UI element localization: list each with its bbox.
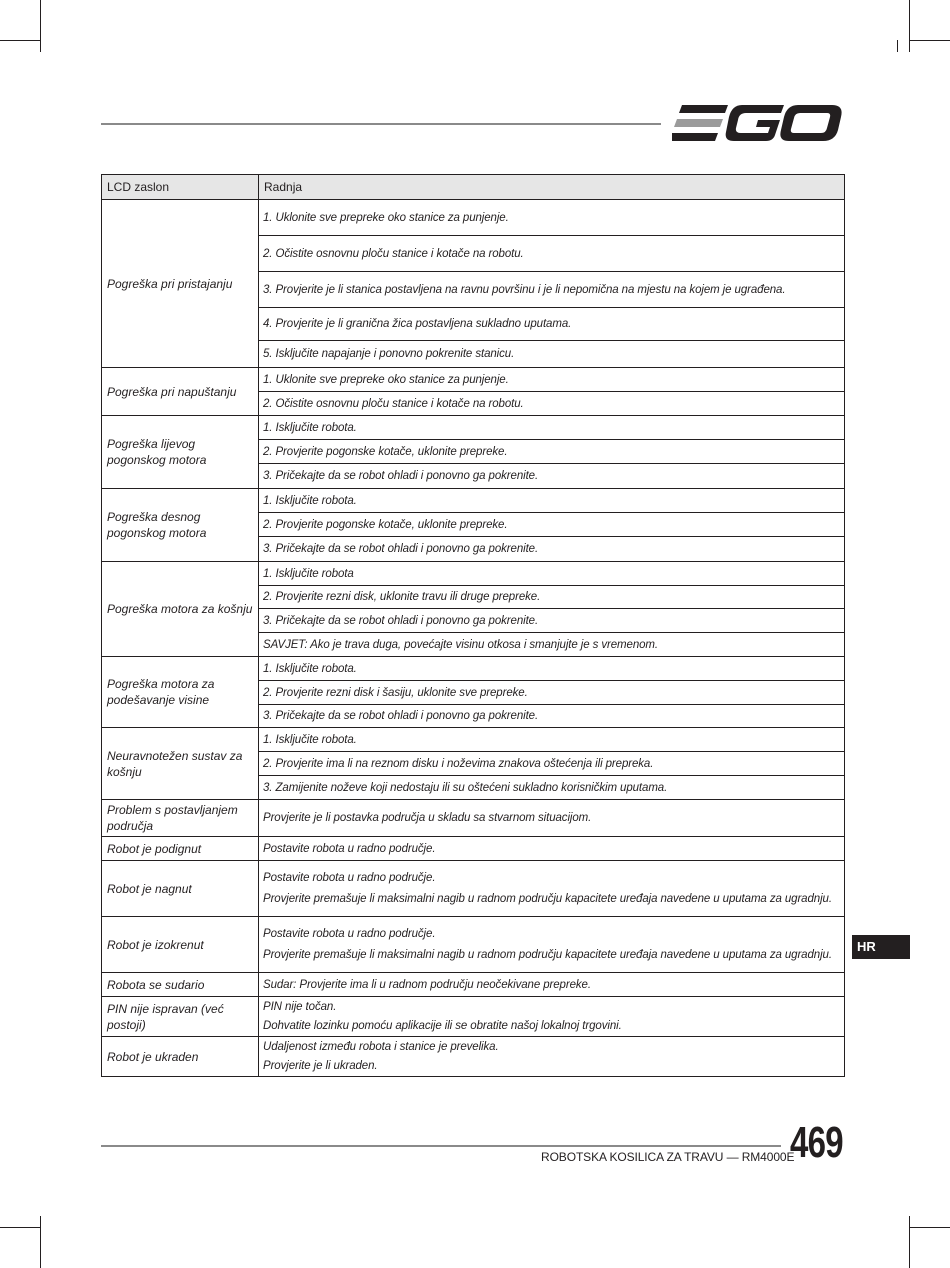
action-cell: 5. Isključite napajanje i ponovno pokrenite stanicu.	[259, 341, 845, 368]
display-cell: Pogreška desnog pogonskog motora	[102, 489, 259, 562]
action-line: Udaljenost između robota i stanice je prevelika.	[263, 1040, 499, 1053]
crop-mark	[40, 0, 41, 52]
table-row	[102, 837, 845, 861]
action-line: Provjerite je li ukraden.	[263, 1059, 378, 1072]
display-cell: Robot je nagnut	[102, 861, 259, 917]
table-row	[102, 200, 845, 236]
table-row	[102, 368, 845, 392]
action-cell: 1. Isključite robota	[259, 562, 845, 586]
action-cell: 3. Provjerite je li stanica postavljena na ravnu površinu i je li nepomična na mjestu na kojem je ugrađena.	[259, 272, 845, 308]
action-cell: 4. Provjerite je li granična žica postavljena sukladno uputama.	[259, 308, 845, 341]
action-cell: 1. Isključite robota.	[259, 728, 845, 752]
crop-mark	[0, 1227, 40, 1228]
action-cell	[259, 997, 845, 1037]
action-cell: Postavite robota u radno područje.	[259, 837, 845, 861]
header-action: Radnja	[259, 175, 845, 200]
action-line: Postavite robota u radno područje.	[263, 927, 436, 940]
action-line: Dohvatite lozinku pomoću aplikacije ili se obratite našoj lokalnoj trgovini.	[263, 1019, 622, 1032]
action-cell: 3. Pričekajte da se robot ohladi i ponovno ga pokrenite.	[259, 537, 845, 562]
crop-mark	[910, 40, 950, 41]
crop-mark	[40, 1216, 41, 1268]
action-cell: Sudar: Provjerite ima li u radnom području neočekivane prepreke.	[259, 973, 845, 997]
action-cell: 2. Provjerite rezni disk i šasiju, uklonite sve prepreke.	[259, 681, 845, 705]
action-cell: 1. Uklonite sve prepreke oko stanice za punjenje.	[259, 368, 845, 392]
crop-mark	[0, 40, 40, 41]
crop-mark	[909, 1216, 910, 1268]
action-line: PIN nije točan.	[263, 1000, 337, 1013]
action-cell: SAVJET: Ako je trava duga, povećajte visinu otkosa i smanjujte je s vremenom.	[259, 633, 845, 657]
display-cell: Robot je podignut	[102, 837, 259, 861]
table-row	[102, 997, 845, 1037]
display-cell: Pogreška lijevog pogonskog motora	[102, 416, 259, 489]
table-header-row	[102, 175, 845, 200]
action-cell: Provjerite je li postavka područja u skladu sa stvarnom situacijom.	[259, 800, 845, 837]
display-cell: Robota se sudario	[102, 973, 259, 997]
action-cell: 3. Pričekajte da se robot ohladi i ponovno ga pokrenite.	[259, 464, 845, 489]
language-tab: HR	[852, 935, 910, 959]
action-line: Provjerite premašuje li maksimalni nagib u radnom području kapacitete uređaja navedene u uputama za ugradnju.	[263, 892, 832, 905]
table-row	[102, 1037, 845, 1077]
crop-mark	[910, 1227, 950, 1228]
display-cell: Pogreška pri napuštanju	[102, 368, 259, 416]
table-row	[102, 489, 845, 513]
footer-title: ROBOTSKA KOSILICA ZA TRAVU — RM4000E	[541, 1150, 795, 1164]
action-cell: 3. Pričekajte da se robot ohladi i ponovno ga pokrenite.	[259, 609, 845, 633]
table-row	[102, 416, 845, 440]
table-row	[102, 917, 845, 973]
header-lcd-display: LCD zaslon	[102, 175, 259, 200]
action-cell: 3. Pričekajte da se robot ohladi i ponovno ga pokrenite.	[259, 705, 845, 728]
action-cell: 1. Isključite robota.	[259, 657, 845, 681]
table-row	[102, 728, 845, 752]
action-cell: 1. Isključite robota.	[259, 489, 845, 513]
action-cell: 2. Očistite osnovnu ploču stanice i kotače na robotu.	[259, 236, 845, 272]
table-row	[102, 861, 845, 917]
action-cell	[259, 861, 845, 917]
action-cell: 2. Provjerite pogonske kotače, uklonite prepreke.	[259, 440, 845, 464]
ego-logo	[672, 102, 844, 144]
action-cell: 2. Provjerite rezni disk, uklonite travu ili druge prepreke.	[259, 586, 845, 609]
crop-mark	[909, 0, 910, 52]
table-row	[102, 657, 845, 681]
action-line: Provjerite premašuje li maksimalni nagib u radnom području kapacitete uređaja navedene u uputama za ugradnju.	[263, 948, 832, 961]
header-rule	[101, 123, 661, 125]
action-cell: 2. Očistite osnovnu ploču stanice i kotače na robotu.	[259, 392, 845, 416]
table-row	[102, 973, 845, 997]
action-cell: 1. Uklonite sve prepreke oko stanice za punjenje.	[259, 200, 845, 236]
action-cell: 2. Provjerite pogonske kotače, uklonite prepreke.	[259, 513, 845, 537]
action-line: Postavite robota u radno područje.	[263, 871, 436, 884]
action-cell	[259, 917, 845, 973]
action-cell: 2. Provjerite ima li na reznom disku i noževima znakova oštećenja ili prepreka.	[259, 752, 845, 776]
display-cell: Pogreška pri pristajanju	[102, 200, 259, 368]
troubleshooting-table	[101, 174, 845, 1077]
table-row	[102, 800, 845, 837]
page-number: 469	[790, 1118, 843, 1167]
action-cell	[259, 1037, 845, 1077]
crop-mark	[897, 40, 898, 52]
display-cell: Neuravnotežen sustav za košnju	[102, 728, 259, 800]
display-cell: Problem s postavljanjem područja	[102, 800, 259, 837]
display-cell: Robot je ukraden	[102, 1037, 259, 1077]
display-cell: PIN nije ispravan (već postoji)	[102, 997, 259, 1037]
action-cell: 1. Isključite robota.	[259, 416, 845, 440]
footer-rule	[101, 1145, 781, 1147]
display-cell: Pogreška motora za košnju	[102, 562, 259, 657]
table-row	[102, 562, 845, 586]
action-cell: 3. Zamijenite noževe koji nedostaju ili su oštećeni sukladno korisničkim uputama.	[259, 776, 845, 800]
display-cell: Pogreška motora za podešavanje visine	[102, 657, 259, 728]
display-cell: Robot je izokrenut	[102, 917, 259, 973]
